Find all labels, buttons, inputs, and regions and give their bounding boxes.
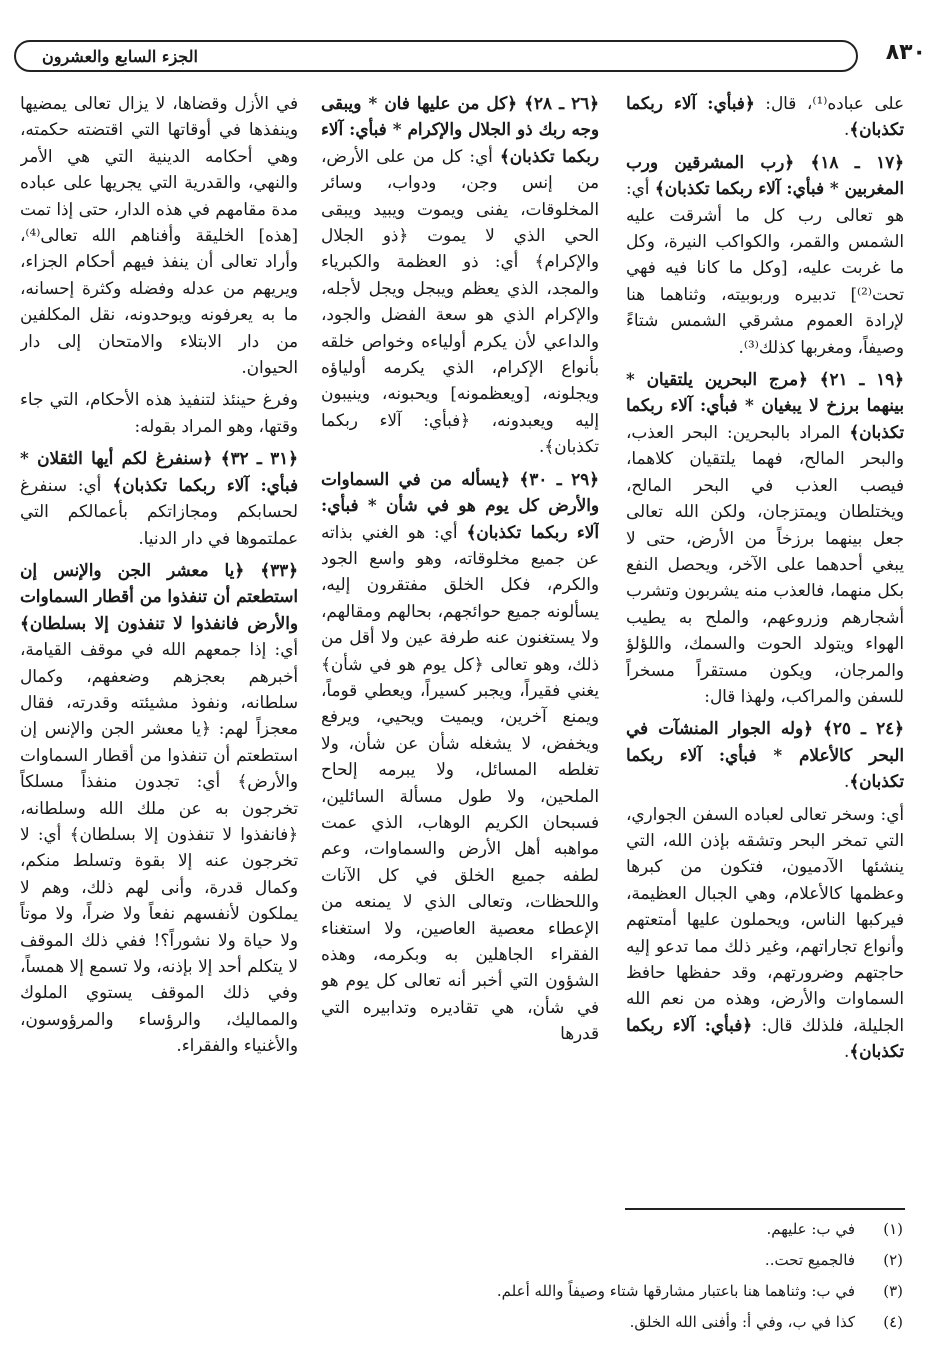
- quran-verse: ﴿٣١ ـ ٣٢﴾ ﴿سنفرغ لكم أيها الثقلان * فبأي: آلاء ربكما تكذبان﴾: [20, 448, 298, 495]
- footnote-text: فالجميع تحت..: [764, 1251, 855, 1269]
- footnote: [43, 1307, 903, 1338]
- plain-text: في الأزل وقضاها، لا يزال تعالى يمضيها وينفذها في أوقاتها التي اقتضته حكمته، وهي أحكامه الدينية التي هي الأمر والنهي، والقدرية التي يجريها على عباده مدة مقامهم في هذه الدار، حتى إذا تمت [هذه] الخليقة وأفناهم الله تعالى⁽⁴⁾، وأراد تعالى أن ينفذ فيهم أحكام الجزاء، ويريهم من عدله وفضله وكثرة إحسانه، ما به يعرفونه ويوحدونه، نقل المكلفين من دار الابتلاء والامتحان إلى دار الحيوان.: [20, 93, 298, 378]
- footnote-number: (٢): [883, 1251, 903, 1269]
- quran-verse: ﴿١٧ ـ ١٨﴾ ﴿رب المشرقين ورب المغربين * فبأي: آلاء ربكما تكذبان﴾: [626, 151, 904, 199]
- column-left: [20, 90, 298, 1198]
- paragraph: [321, 466, 599, 1047]
- footnote-text: في ب: وثناهما هنا باعتبار مشارقها شتاء وصيفاً والله أعلم.: [496, 1282, 855, 1300]
- column-middle: [321, 90, 599, 1198]
- paragraph: [20, 386, 298, 439]
- commentary-text: أي: هو تعالى رب كل ما أشرقت عليه الشمس والقمر، والكواكب النيرة، وكل ما غربت عليه، [وكل ما كانا فيه فهي تحت⁽²⁾] تدبيره وربوبيته، وثناهما هنا لإرادة العموم مشرقي الشمس شتاءً وصيفاً، ومغربها كذلك⁽³⁾.: [626, 178, 904, 357]
- paragraph: [20, 445, 298, 551]
- paragraph: [20, 557, 298, 1059]
- commentary-text: أي: إذا جمعهم الله في موقف القيامة، أخبرهم بعجزهم وضعفهم، وكمال سلطانه، ونفوذ مشيئته وقدرته، فقال معجزاً لهم: ﴿يا معشر الجن والإنس إن استطعتم أن تنفذوا من أقطار السماوات والأرض﴾ أي: تجدون منفذاً مسلكاً تخرجون به عن ملك الله وسلطانه، ﴿فانفذوا لا تنفذون إلا بسلطان﴾ أي: لا تخرجون عنه إلا بقوة وتسلط منكم، وكمال قدرة، وأنى لهم ذلك، وهم لا يملكون لأنفسهم نفعاً ولا ضراً، ولا موتاً ولا حياة ولا نشوراً؟! ففي ذلك الموقف لا يتكلم أحد إلا بإذنه، ولا تسمع إلا همساً، وفي ذلك الموقف يستوي الملوك والمماليك، والرؤساء والمرؤوسون، والأغنياء والفقراء.: [20, 639, 298, 1056]
- plain-text: وفرغ حينئذ لتنفيذ هذه الأحكام، التي جاء وقتها، وهو المراد بقوله:: [20, 389, 298, 436]
- footnote: [43, 1276, 903, 1307]
- footnote-number: (٤): [883, 1313, 903, 1331]
- commentary-text: .: [843, 1041, 850, 1062]
- footnote-divider: [625, 1208, 905, 1210]
- quran-verse: ﴿٢٤ ـ ٢٥﴾ ﴿وله الجوار المنشآت في البحر كالأعلام * فبأي: آلاء ربكما تكذبان﴾: [626, 718, 904, 792]
- footnotes: [43, 1214, 903, 1338]
- quran-verse: ﴿٢٩ ـ ٣٠﴾ ﴿يسأله من في السماوات والأرض كل يوم هو في شأن * فبأي: آلاء ربكما تكذبان﴾: [321, 468, 599, 542]
- paragraph: [626, 715, 904, 794]
- paragraph: [321, 90, 599, 460]
- footnote-number: (٣): [883, 1282, 903, 1300]
- plain-text: أي: وسخر تعالى لعباده السفن الجواري، التي تمخر البحر وتشقه بإذن الله، التي ينشئها الآدميون، فتكون من كبرها وعظمها كالأعلام، وهي الجبال العظيمة، فيركبها الناس، ويحملون عليها أمتعتهم وأنواع تجاراتهم، وغير ذلك مما تدعو إليه حاجتهم وضرورتهم، وقد حفظها حافظ السماوات والأرض، وهذه من نعم الله الجليلة، فلذلك قال:: [626, 803, 904, 1035]
- page-number: ٨٣٠: [885, 40, 926, 65]
- quran-verse: ﴿٣٣﴾ ﴿يا معشر الجن والإنس إن استطعتم أن تنفذوا من أقطار السماوات والأرض فانفذوا لا تنفذون إلا بسلطان﴾: [20, 559, 298, 633]
- paragraph: [626, 90, 904, 143]
- footnote: [43, 1245, 903, 1276]
- paragraph: [626, 149, 904, 360]
- quran-verse: ﴿فبأي: آلاء ربكما تكذبان﴾: [626, 93, 904, 140]
- column-right: [626, 90, 904, 1198]
- text-columns: [20, 90, 904, 1198]
- commentary-text: المراد بالبحرين: البحر العذب، والبحر المالح، فهما يلتقيان كلاهما، فيصب العذب في البحر المالح، ويختلطان ويمتزجان، ولكن الله تعالى جعل بينهما برزخاً من الأرض، حتى لا يبغي أحدهما على الآخر، ويحصل النفع بكل منهما، فالعذب منه يشربون وتشرب أشجارهم وزروعهم، والملح به يطيب الهواء ويتولد الحوت والسمك، واللؤلؤ والمرجان، ويكون مستقراً مسخراً للسفن والمراكب، ولهذا قال:: [626, 421, 904, 706]
- footnote-text: كذا في ب، وفي أ: وأفنى الله الخلق.: [629, 1313, 855, 1331]
- commentary-text: .: [843, 119, 850, 140]
- commentary-text: أي: هو الغني بذاته عن جميع مخلوقاته، وهو واسع الجود والكرم، فكل الخلق مفتقرون إليه، يسألونه جميع حوائجهم، بحالهم ومقالهم، ولا يستغنون عنه طرفة عين ولا أقل من ذلك، وهو تعالى ﴿كل يوم هو في شأن﴾ يغني فقيراً، ويجبر كسيراً، ويعطي قوماً، ويمنع آخرين، ويميت ويحيي، ويرفع ويخفض، لا يشغله شأن عن شأن، ولا تغلطه المسائل، ولا يبرمه إلحاح الملحين، ولا طول مسألة السائلين، فسبحان الكريم الوهاب، الذي عمت مواهبه أهل الأرض والسماوات، وعم لطفه جميع الخلق في كل الآنات واللحظات، وتعالى الذي لا يمنعه من الإعطاء معصية العاصين، ولا استغناء الفقراء الجاهلين به وبكرمه، وهذه الشؤون التي أخبر أنه تعالى كل يوم هو في شأن، هي تقاديره وتدابيره التي قدرها: [321, 521, 599, 1044]
- page-header: [14, 38, 926, 76]
- commentary-text: أي: كل من على الأرض، من إنس وجن، ودواب، وسائر المخلوقات، يفنى ويموت ويبيد ويبقى الحي الذي لا يموت ﴿ذو الجلال والإكرام﴾ أي: ذو العظمة والكبرياء والمجد، الذي يعظم ويبجل ويجل لأجله، والإكرام الذي هو سعة الفضل والجود، والداعي لأن يكرم أولياءه وخواص خلقه بأنواع الإكرام، الذي يكرمه أولياؤه ويجلونه، [ويعظمونه] ويحبونه، وينيبون إليه ويعبدونه، ﴿فبأي: آلاء ربكما تكذبان﴾.: [321, 145, 599, 457]
- paragraph: [626, 366, 904, 709]
- quran-verse: ﴿٢٦ ـ ٢٨﴾ ﴿كل من عليها فان * ويبقى وجه ربك ذو الجلال والإكرام * فبأي: آلاء ربكما تكذبان﴾: [321, 93, 599, 166]
- footnote: [43, 1214, 903, 1245]
- running-title: الجزء السابع والعشرون: [42, 47, 198, 66]
- commentary-text: .: [843, 771, 850, 792]
- header-frame: [14, 40, 858, 72]
- plain-text: على عباده⁽¹⁾، قال:: [754, 93, 904, 113]
- footnote-number: (١): [883, 1220, 903, 1238]
- paragraph: [20, 90, 298, 380]
- footnote-text: في ب: عليهم.: [766, 1220, 855, 1238]
- paragraph: [626, 801, 904, 1065]
- quran-verse: ﴿فبأي: آلاء ربكما تكذبان﴾: [626, 1014, 904, 1062]
- commentary-text: أي: سنفرغ لحسابكم ومجازاتكم بأعمالكم التي عملتموها في دار الدنيا.: [20, 474, 298, 548]
- quran-verse: ﴿١٩ ـ ٢١﴾ ﴿مرج البحرين يلتقيان * بينهما برزخ لا يبغيان * فبأي: آلاء ربكما تكذبان﴾: [626, 369, 904, 442]
